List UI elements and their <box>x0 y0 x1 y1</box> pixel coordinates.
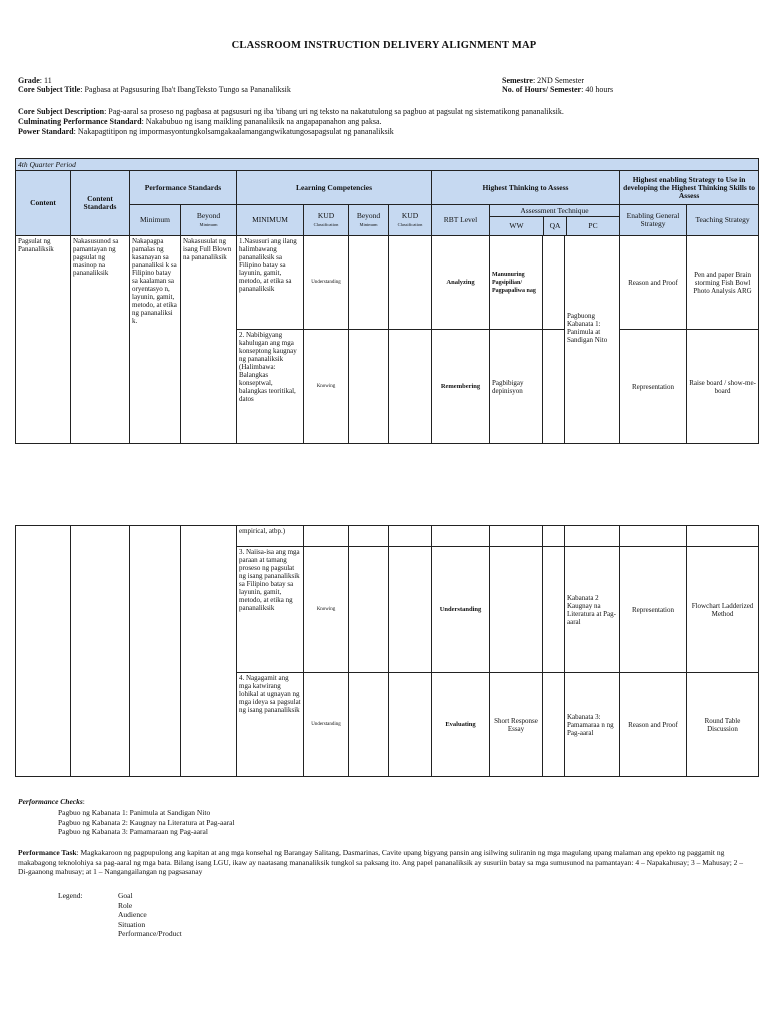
lc2-cont-kud <box>304 526 349 547</box>
lc2-enabling: Representation <box>620 330 687 444</box>
list-item: Situation <box>118 919 146 929</box>
lc1-ww: Manunuring Pagsipilian/ Pagpapaliwa nag <box>490 236 543 330</box>
lc4-pc: Kabanata 3: Pamamaraa n ng Pag-aaral <box>565 673 620 777</box>
list-item: Pagbuo ng Kabanata 3: Pamamaraan ng Pag-aaral <box>58 827 208 836</box>
assessment-sub-headers <box>490 217 619 235</box>
culminating-label: Culminating Performance Standard <box>18 117 142 126</box>
lc2-kud: Knowing <box>304 330 349 444</box>
lc3-qa <box>543 547 565 673</box>
content-standards-header: Content Standards <box>71 171 130 236</box>
lc2-cell: 2. Nabibigyang kahulugan ang mga konseptong kaugnay ng pananaliksik (Halimbawa: Balangkas konseptwal, balangkas teoritikal, datos <box>237 330 304 444</box>
lc1-teaching: Pen and paper Brain storming Fish Bowl Photo Analysis ARG <box>687 236 759 330</box>
hours-value: : 40 hours <box>581 85 614 94</box>
lc3-cell: 3. Naiisa-isa ang mga paraan at tamang proseso ng pagsulat ng isang pananaliksik sa Filipino batay sa layunin, gamit, metodo, at etika ng pananaliksik <box>237 547 304 673</box>
subject-line <box>18 85 291 95</box>
grade-value: : 11 <box>39 76 52 85</box>
hours-line <box>502 85 613 95</box>
lc-minimum-header: MINIMUM <box>237 205 304 236</box>
alignment-table-continued <box>15 525 759 777</box>
lc2-cont-rbt <box>432 526 490 547</box>
lc4-kud: Understanding <box>304 673 349 777</box>
page-title: CLASSROOM INSTRUCTION DELIVERY ALIGNMENT MAP <box>231 40 537 51</box>
lc1-kud2 <box>389 236 432 330</box>
content-standard-cell-cont <box>71 526 130 777</box>
description-value: : Pag-aaral sa proseso ng pagbasa at pagsusuri ng iba 'tibang uri ng teksto na nakatutulong sa pagbuo at pagsulat ng sistematikong pananaliksik. <box>104 107 564 116</box>
lc3-enabling: Representation <box>620 547 687 673</box>
pc-merged-cell: Pagbuong Kabanata 1: Panimula at Sandigan Nito <box>565 236 620 444</box>
perf-beyond-cell-cont <box>181 526 237 777</box>
description-label: Core Subject Description <box>18 107 105 116</box>
performance-checks-label: Performance Checks <box>18 797 83 806</box>
lc1-enabling: Reason and Proof <box>620 236 687 330</box>
lc2-cont-pc <box>565 526 620 547</box>
perf-beyond-sub: Minimum <box>199 222 218 227</box>
subject-label: Core Subject Title <box>18 85 81 94</box>
lc1-beyond <box>349 236 389 330</box>
lc2-beyond <box>349 330 389 444</box>
lc4-kud2 <box>389 673 432 777</box>
lc2-kud2 <box>389 330 432 444</box>
list-item: Audience <box>118 910 147 919</box>
performance-checks-colon: : <box>82 797 85 806</box>
list-item: Pagbuo ng Kabanata 1: Panimula at Sandigan Nito <box>58 808 211 817</box>
lc1-qa <box>543 236 565 330</box>
lc2-qa <box>543 330 565 444</box>
power-standard-value: : Nakapagtitipon ng impormasyontungkolsamgakaalamangangwikatungosapagsulat ng pananaliksik <box>73 127 394 136</box>
legend-list <box>118 891 182 939</box>
kud-sub: Classification <box>313 222 339 227</box>
lc3-kud2 <box>389 547 432 673</box>
grade-label: Grade <box>18 76 40 85</box>
lc-beyond-label: Beyond <box>356 211 381 220</box>
kud2-label: KUD <box>401 211 419 220</box>
content-cell-cont <box>16 526 71 777</box>
lc4-teaching: Round Table Discussion <box>687 673 759 777</box>
perf-beyond-cell: Nakasusulat ng isang Full Blown na pananaliksik <box>181 236 237 444</box>
learning-competencies-header: Learning Competencies <box>237 171 432 205</box>
highest-thinking-header: Highest Thinking to Assess <box>432 171 620 205</box>
kud-header <box>304 205 349 236</box>
qa-header: QA <box>544 217 567 235</box>
list-item: Pagbuo ng Kabanata 2: Kaugnay na Literatura at Pag-aaral <box>58 817 235 827</box>
lc3-rbt: Understanding <box>432 547 490 673</box>
culminating-value: : Nakabubuo ng isang maikling pananaliksik na angapapanahon ang paksa. <box>141 117 382 126</box>
lc4-ww: Short Response Essay <box>490 673 543 777</box>
kud2-header <box>389 205 432 236</box>
legend-label: Legend: <box>58 891 83 900</box>
description-line <box>18 107 758 117</box>
lc3-ww <box>490 547 543 673</box>
lc3-beyond <box>349 547 389 673</box>
lc4-cell: 4. Nagagamit ang mga katwirang lohikal at ugnayan ng mga ideya sa pagsulat ng isang pananaliksik <box>237 673 304 777</box>
perf-minimum-header: Minimum <box>130 205 181 236</box>
content-cell: Pagsulat ng Pananaliksik <box>16 236 71 444</box>
list-item: Performance/Product <box>118 929 182 938</box>
semester-label: Semestre <box>502 76 533 85</box>
content-header: Content <box>16 171 71 236</box>
perf-minimum-cell-cont <box>130 526 181 777</box>
quarter-period: 4th Quarter Period <box>16 159 759 171</box>
lc2-rbt: Remembering <box>432 330 490 444</box>
highest-strategy-header: Highest enabling Strategy to Use in developing the Highest Thinking Skills to Assess <box>620 171 759 205</box>
lc3-teaching: Flowchart Ladderized Method <box>687 547 759 673</box>
lc2-cont-cell: empirical, atbp.) <box>237 526 304 547</box>
enabling-header: Enabling General Strategy <box>620 205 687 236</box>
lc2-teaching: Raise board / show-me-board <box>687 330 759 444</box>
lc2-ww: Pagbibigay depinisyon <box>490 330 543 444</box>
subject-value: : Pagbasa at Pagsusuring Iba't IbangTeksto Tungo sa Pananaliksik <box>80 85 291 94</box>
perf-beyond-label: Beyond <box>196 211 221 220</box>
lc3-pc: Kabanata 2 Kaugnay na Literatura at Pag-aaral <box>565 547 620 673</box>
table-row <box>16 526 759 547</box>
ww-header: WW <box>490 217 544 235</box>
lc1-cell: 1.Nasusuri ang ilang halimbawang pananaliksik sa Filipino batay sa layunin, gamit, metodo, at etika sa pananaliksik <box>237 236 304 330</box>
performance-checks-list <box>58 808 235 837</box>
lc2-cont-ww <box>490 526 543 547</box>
lc4-beyond <box>349 673 389 777</box>
hours-label: No. of Hours/ Semester <box>502 85 582 94</box>
lc4-rbt: Evaluating <box>432 673 490 777</box>
list-item: Goal <box>118 891 133 900</box>
assessment-technique-header <box>490 205 620 236</box>
performance-checks-heading <box>18 797 85 807</box>
lc-beyond-sub: Minimum <box>359 222 378 227</box>
pc-header: PC <box>588 221 598 230</box>
semester-value: : 2ND Semester <box>532 76 585 85</box>
power-standard-line <box>18 127 758 137</box>
content-standard-cell: Nakasusunod sa pamantayan ng pagsulat ng masinop na pananaliksik <box>71 236 130 444</box>
lc1-kud: Understanding <box>304 236 349 330</box>
kud2-sub: Classification <box>397 222 423 227</box>
lc2-cont-teaching <box>687 526 759 547</box>
performance-task-label: Performance Task <box>18 848 77 857</box>
lc2-cont-kud2 <box>389 526 432 547</box>
lc1-rbt: Analyzing <box>432 236 490 330</box>
kud-label: KUD <box>317 211 335 220</box>
list-item: Role <box>118 900 133 910</box>
performance-task-text: : Magkakaroon ng pagpupulong ang kapitan at ang mga konsehal ng Barangay Salitang, Dasmarinas, Cavite upang bigyang pansin ang isilwing suliranin ng mga magulang upang malaman ang epekto ng paggamit ng makabagong teknolohiya sa pag-aaral ng mga bata. Bilang isang LGU, ikaw ay naatasang mananaliksik tungkol sa paksang ito. Ang papel pananaliksik ay susuriin batay sa mga sumusunod na pamantayan: 4 – Napakahusay; 3 – Mahusay; 2 – Di-gaanong mahusay; at 1 – Nangangailangan ng pagsasanay <box>18 848 744 876</box>
rbt-header: RBT Level <box>432 205 490 236</box>
performance-task <box>18 848 748 877</box>
assessment-technique-label: Assessment Technique <box>490 205 619 217</box>
lc2-cont-qa <box>543 526 565 547</box>
perf-minimum-cell: Nakapagpa pamalas ng kasanayan sa pananaliksi k sa Filipino batay sa kaalaman sa oryentasyo n, layunin, gamit, metodo, at etika ng pananaliksi k. <box>130 236 181 444</box>
lc2-cont-beyond <box>349 526 389 547</box>
lc-beyond-header <box>349 205 389 236</box>
culminating-line <box>18 117 758 127</box>
table-row <box>16 236 759 330</box>
lc4-enabling: Reason and Proof <box>620 673 687 777</box>
perf-beyond-header <box>181 205 237 236</box>
alignment-table <box>15 158 759 444</box>
performance-standards-header: Performance Standards <box>130 171 237 205</box>
power-standard-label: Power Standard <box>18 127 74 136</box>
lc3-kud: Knowing <box>304 547 349 673</box>
teaching-header: Teaching Strategy <box>687 205 759 236</box>
lc4-qa <box>543 673 565 777</box>
lc2-cont-enabling <box>620 526 687 547</box>
